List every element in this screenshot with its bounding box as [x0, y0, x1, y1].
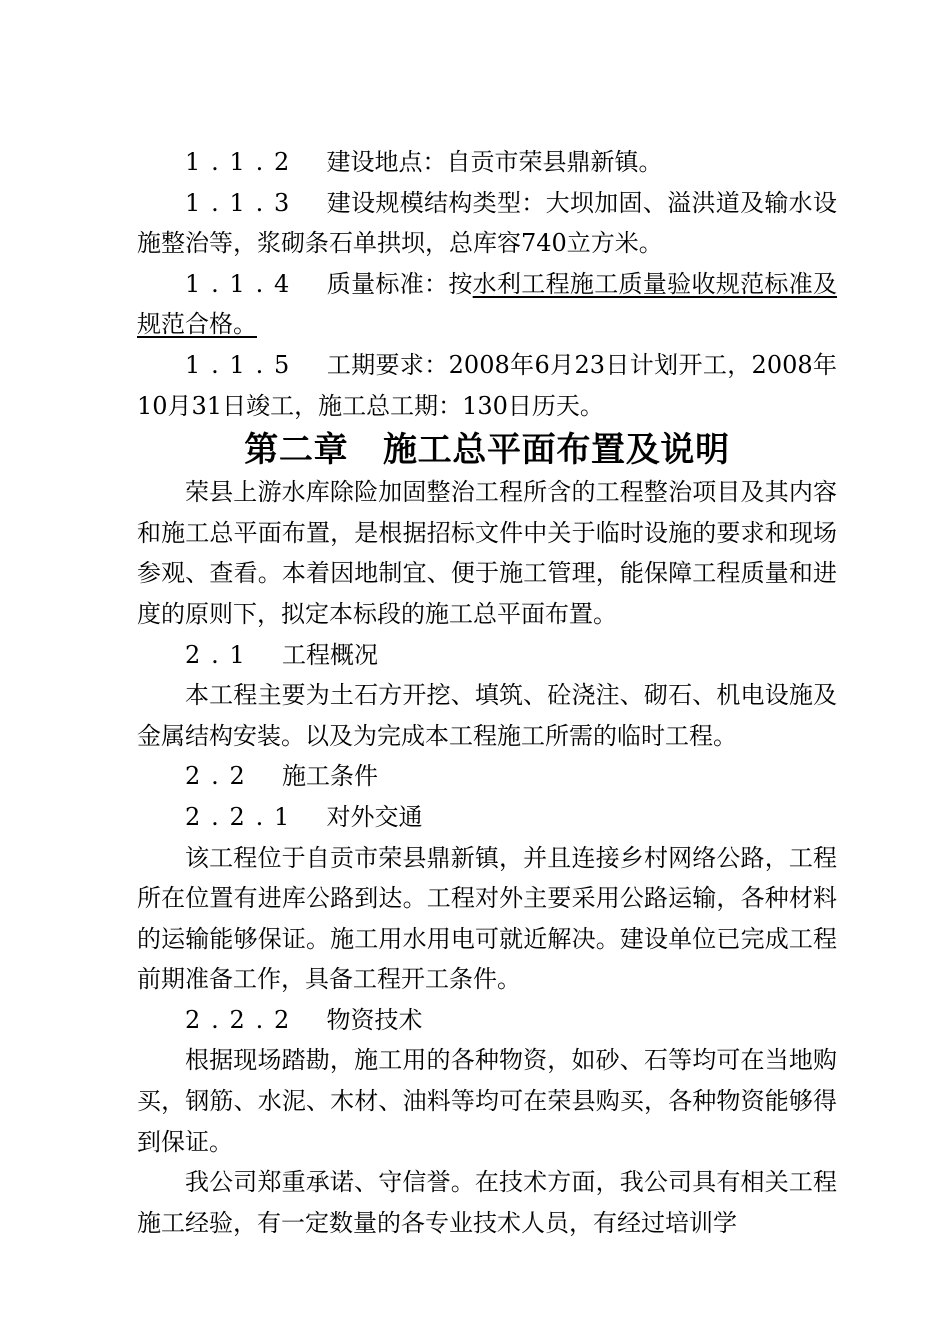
section-title: 施工条件	[281, 762, 378, 791]
item-number: 1.1.2	[185, 148, 301, 176]
item-text: 大坝加固、溢洪道及输水设施整治等，浆砌条石单拱坝，总库容740立方米。	[137, 188, 837, 258]
section-number: 2.2	[185, 762, 256, 791]
paragraph-overview: 本工程主要为土石方开挖、填筑、砼浇注、砌石、机电设施及金属结构安装。以及为完成本工程施工所需的临时工程。	[137, 681, 837, 750]
paragraph-traffic: 该工程位于自贡市荣县鼎新镇，并且连接乡村网络公路，工程所在位置有进库公路到达。工程对外主要采用公路运输，各种材料的运输能够保证。施工用水用电可就近解决。建设单位已完成工程前期准备工作，具备工程开工条件。	[137, 843, 837, 994]
item-label: 建设地点：	[326, 148, 447, 176]
item-label: 建设规模结构类型：	[326, 188, 546, 217]
item-prefix: 按	[448, 269, 473, 298]
paragraph-commitment: 我公司郑重承诺、守信誉。在技术方面，我公司具有相关工程施工经验，有一定数量的各专业技术人员，有经过培训学	[137, 1168, 837, 1237]
item-1-1-3	[137, 183, 837, 264]
section-2-2	[137, 756, 837, 797]
item-number: 1.1.3	[185, 188, 301, 217]
item-1-1-2	[137, 142, 837, 183]
item-1-1-4	[137, 264, 837, 345]
paragraph-materials: 根据现场踏勘，施工用的各种物资，如砂、石等均可在当地购买，钢筋、水泥、木材、油料等均可在荣县购买，各种物资能够得到保证。	[137, 1046, 837, 1156]
item-text: 自贡市荣县鼎新镇。	[446, 148, 663, 176]
section-number: 2.2.1	[185, 802, 301, 831]
section-number: 2.2.2	[185, 1005, 301, 1034]
item-1-1-5	[137, 345, 837, 426]
document-page	[137, 142, 837, 1243]
section-2-2-1	[137, 797, 837, 838]
item-label: 质量标准：	[326, 269, 449, 298]
chapter-heading: 第二章 施工总平面布置及说明	[244, 430, 730, 471]
section-title: 对外交通	[326, 802, 423, 831]
section-title: 物资技术	[326, 1005, 423, 1034]
section-2-2-2	[137, 1000, 837, 1041]
section-title: 工程概况	[281, 640, 378, 669]
item-number: 1.1.4	[185, 269, 301, 298]
underlined-text: 水利工程施工质量验收规范标准及规范合格。	[137, 269, 838, 339]
item-number: 1.1.5	[185, 350, 301, 379]
item-text: 2008年6月23日计划开工，2008年10月31日竣工，施工总工期：130日历天。	[137, 350, 837, 420]
item-label: 工期要求：	[326, 350, 449, 379]
paragraph-intro: 荣县上游水库除险加固整治工程所含的工程整治项目及其内容和施工总平面布置，是根据招标文件中关于临时设施的要求和现场参观、查看。本着因地制宜、便于施工管理，能保障工程质量和进度的原则下，拟定本标段的施工总平面布置。	[137, 478, 837, 628]
section-2-1	[137, 635, 837, 676]
section-number: 2.1	[185, 640, 256, 669]
